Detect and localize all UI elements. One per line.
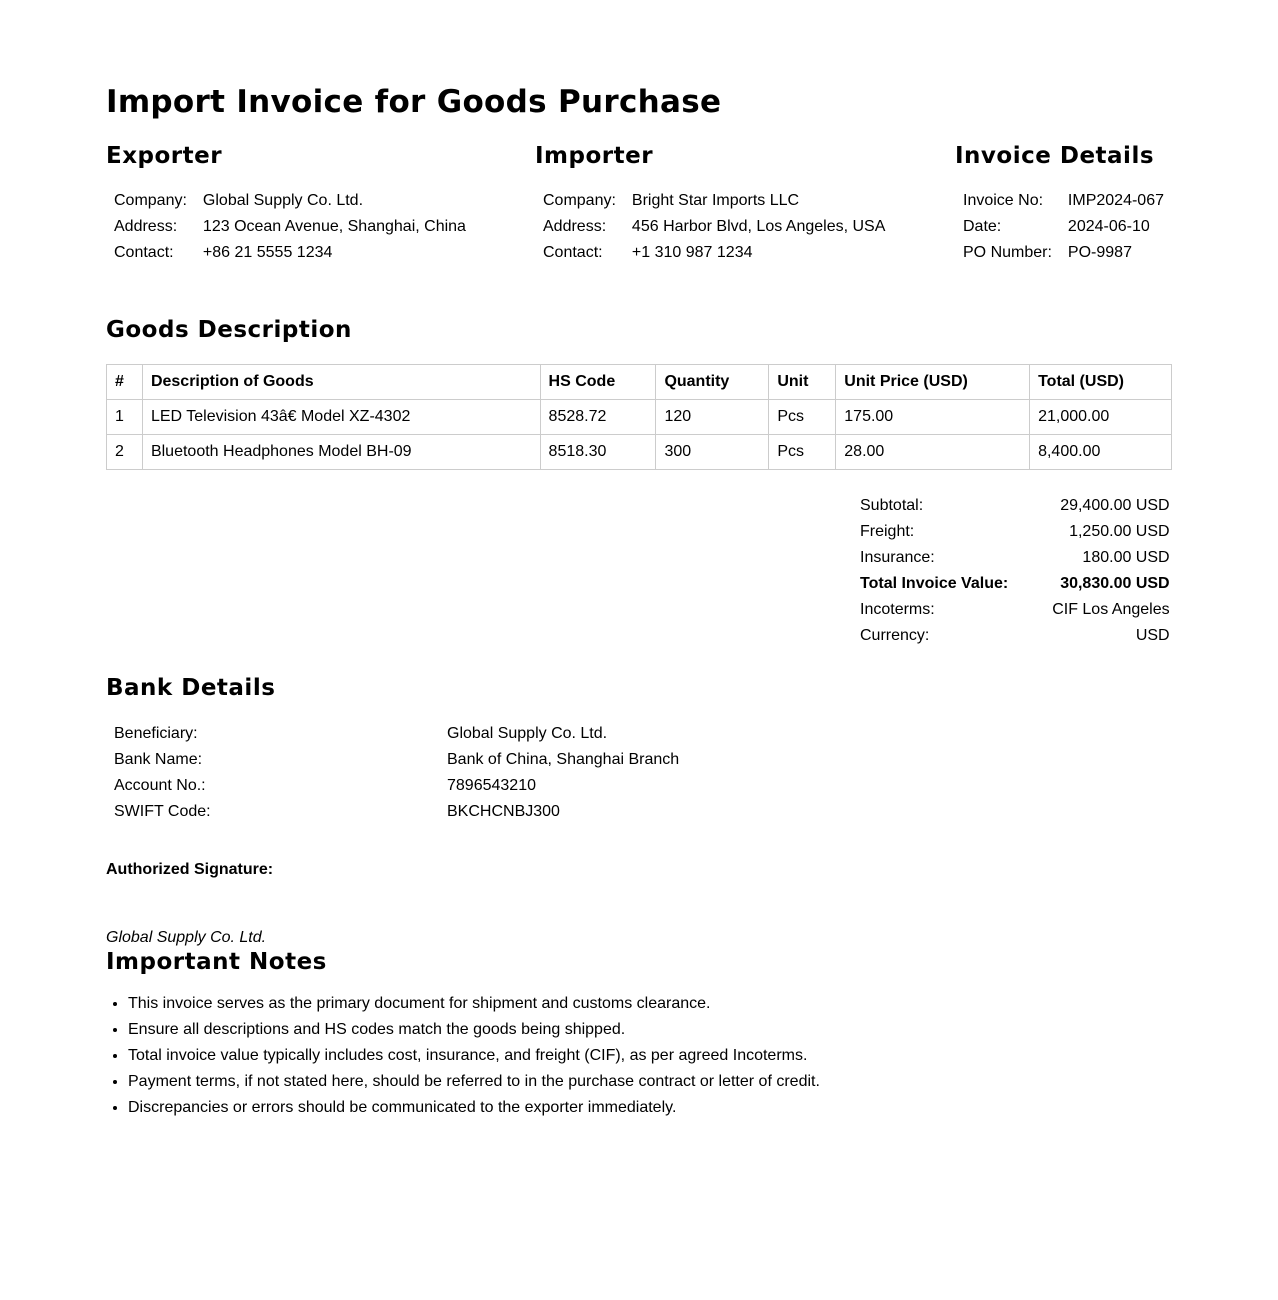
bank-heading: Bank Details <box>106 675 276 701</box>
invoice-details-row <box>959 188 1168 214</box>
totals-row <box>856 571 1174 597</box>
exporter-address-value: 123 Ocean Avenue, Shanghai, China <box>202 218 466 235</box>
importer-address-label: Address: <box>543 218 607 235</box>
goods-table <box>106 364 1172 470</box>
bank-table <box>110 721 683 825</box>
exporter-contact-value: +86 21 5555 1234 <box>202 244 333 261</box>
freight-value: 1,250.00 USD <box>1069 523 1170 540</box>
total-invoice-value: 30,830.00 USD <box>1060 575 1170 592</box>
column-header-number: # <box>107 365 143 400</box>
bank-name-label: Bank Name: <box>114 751 203 768</box>
importer-row <box>539 214 889 240</box>
cell-total: 8,400.00 <box>1030 435 1172 470</box>
exporter-row <box>110 214 470 240</box>
cell-description: LED Television 43â€ Model XZ-4302 <box>142 400 540 435</box>
totals-row <box>856 623 1174 649</box>
column-header-unit: Unit <box>769 365 836 400</box>
column-header-description: Description of Goods <box>142 365 540 400</box>
invoice-details-row <box>959 240 1168 266</box>
table-row <box>107 435 1172 470</box>
notes-list <box>106 991 820 1121</box>
po-number-value: PO-9987 <box>1067 244 1132 261</box>
importer-contact-value: +1 310 987 1234 <box>631 244 753 261</box>
list-item: • Total invoice value typically includes cost, insurance, and freight (CIF), as per agreed Incoterms. <box>128 1043 820 1069</box>
bank-name-value: Bank of China, Shanghai Branch <box>447 751 680 768</box>
currency-value: USD <box>1135 627 1170 644</box>
cell-unit-price: 28.00 <box>836 435 1030 470</box>
goods-header-row <box>107 365 1172 400</box>
page-title: Import Invoice for Goods Purchase <box>106 84 722 120</box>
importer-table <box>539 188 889 266</box>
importer-heading: Importer <box>535 143 654 169</box>
cell-hs-code: 8528.72 <box>540 400 656 435</box>
invoice-number-label: Invoice No: <box>963 192 1044 209</box>
invoice-details-section <box>955 142 1168 266</box>
importer-company-value: Bright Star Imports LLC <box>631 192 800 209</box>
importer-section <box>535 142 889 266</box>
signature-company: Global Supply Co. Ltd. <box>106 929 267 946</box>
invoice-date-label: Date: <box>963 218 1002 235</box>
po-number-label: PO Number: <box>963 244 1052 261</box>
cell-quantity: 300 <box>656 435 769 470</box>
invoice-number-value: IMP2024-067 <box>1067 192 1164 209</box>
beneficiary-label: Beneficiary: <box>114 725 198 742</box>
swift-code-value: BKCHCNBJ300 <box>447 803 560 820</box>
exporter-company-label: Company: <box>114 192 187 209</box>
authorized-signature-label: Authorized Signature: <box>106 861 274 878</box>
cell-quantity: 120 <box>656 400 769 435</box>
account-number-value: 7896543210 <box>447 777 536 794</box>
incoterms-value: CIF Los Angeles <box>1052 601 1170 618</box>
exporter-company-value: Global Supply Co. Ltd. <box>202 192 364 209</box>
list-item: • Ensure all descriptions and HS codes match the goods being shipped. <box>128 1017 820 1043</box>
freight-label: Freight: <box>860 523 915 540</box>
importer-address-value: 456 Harbor Blvd, Los Angeles, USA <box>631 218 886 235</box>
goods-heading: Goods Description <box>106 317 352 343</box>
exporter-contact-label: Contact: <box>114 244 174 261</box>
invoice-details-heading: Invoice Details <box>955 143 1155 169</box>
beneficiary-value: Global Supply Co. Ltd. <box>447 725 608 742</box>
list-item: • Payment terms, if not stated here, should be referred to in the purchase contract or letter of credit. <box>128 1069 820 1095</box>
exporter-address-label: Address: <box>114 218 178 235</box>
cell-number: 1 <box>107 400 143 435</box>
column-header-quantity: Quantity <box>656 365 769 400</box>
subtotal-label: Subtotal: <box>860 497 924 514</box>
exporter-row <box>110 240 470 266</box>
invoice-details-table <box>959 188 1168 266</box>
insurance-value: 180.00 USD <box>1082 549 1170 566</box>
column-header-total: Total (USD) <box>1030 365 1172 400</box>
notes-heading: Important Notes <box>106 949 327 975</box>
cell-description: Bluetooth Headphones Model BH-09 <box>142 435 540 470</box>
insurance-label: Insurance: <box>860 549 935 566</box>
currency-label: Currency: <box>860 627 930 644</box>
bank-row <box>110 773 683 799</box>
column-header-unit-price: Unit Price (USD) <box>836 365 1030 400</box>
cell-unit-price: 175.00 <box>836 400 1030 435</box>
exporter-heading: Exporter <box>106 143 223 169</box>
list-item: • Discrepancies or errors should be communicated to the exporter immediately. <box>128 1095 820 1121</box>
total-invoice-value-label: Total Invoice Value: <box>860 575 1009 592</box>
cell-hs-code: 8518.30 <box>540 435 656 470</box>
cell-unit: Pcs <box>769 435 836 470</box>
importer-contact-label: Contact: <box>543 244 603 261</box>
bank-row <box>110 721 683 747</box>
table-row <box>107 400 1172 435</box>
totals-row <box>856 519 1174 545</box>
subtotal-value: 29,400.00 USD <box>1060 497 1170 514</box>
totals-row <box>856 597 1174 623</box>
cell-unit: Pcs <box>769 400 836 435</box>
importer-company-label: Company: <box>543 192 616 209</box>
importer-row <box>539 240 889 266</box>
bank-row <box>110 799 683 825</box>
bank-row <box>110 747 683 773</box>
column-header-hs-code: HS Code <box>540 365 656 400</box>
exporter-row <box>110 188 470 214</box>
invoice-details-row <box>959 214 1168 240</box>
importer-row <box>539 188 889 214</box>
cell-number: 2 <box>107 435 143 470</box>
exporter-table <box>110 188 470 266</box>
totals-table <box>856 493 1174 649</box>
totals-row <box>856 493 1174 519</box>
exporter-section <box>106 142 470 266</box>
totals-row <box>856 545 1174 571</box>
cell-total: 21,000.00 <box>1030 400 1172 435</box>
list-item: • This invoice serves as the primary document for shipment and customs clearance. <box>128 991 820 1017</box>
account-number-label: Account No.: <box>114 777 206 794</box>
invoice-date-value: 2024-06-10 <box>1067 218 1150 235</box>
swift-code-label: SWIFT Code: <box>114 803 211 820</box>
incoterms-label: Incoterms: <box>860 601 935 618</box>
